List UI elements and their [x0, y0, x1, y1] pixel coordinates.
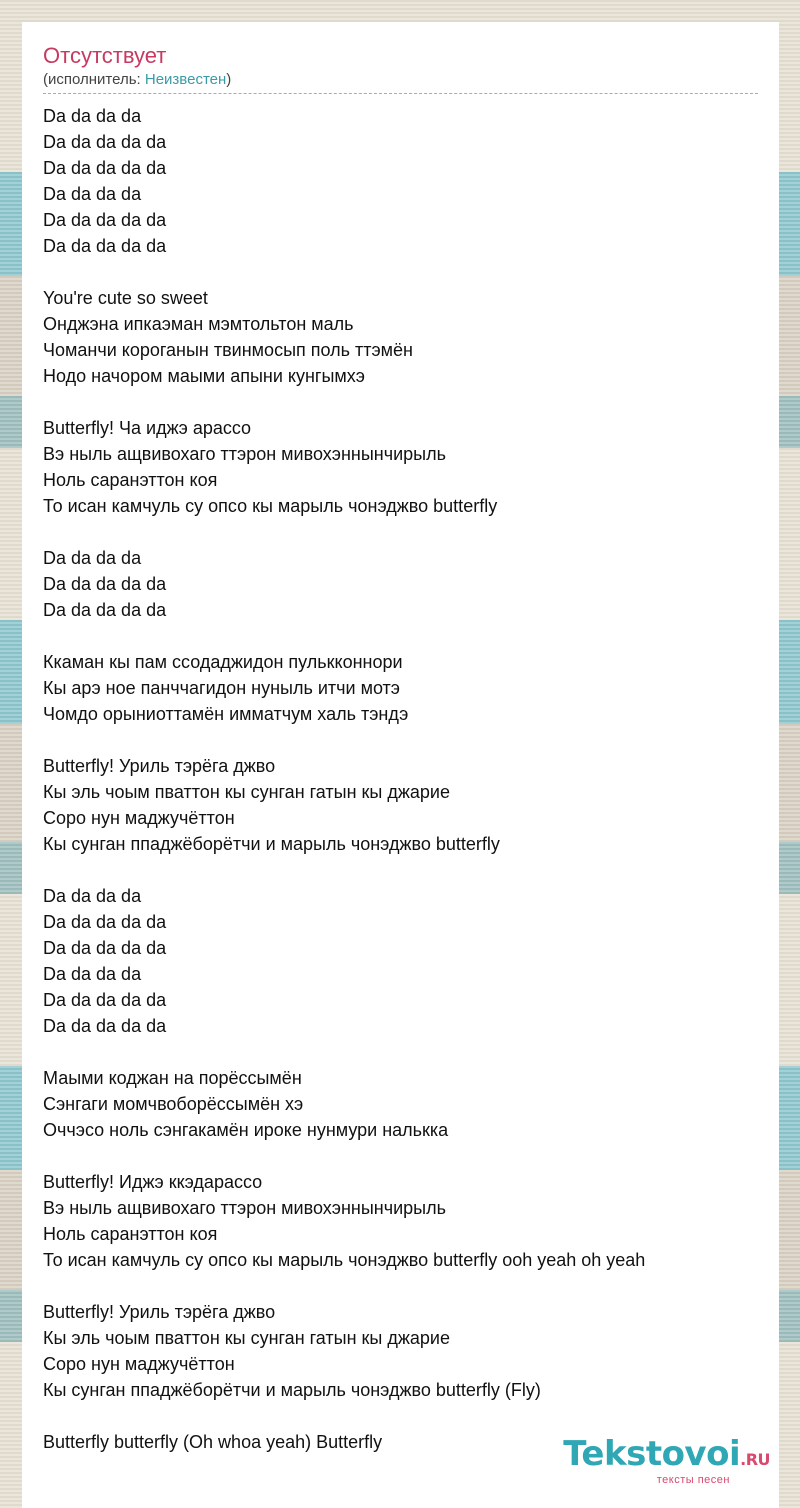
lyric-line: То исан камчуль су опсо кы марыль чонэджво butterfly [43, 496, 498, 516]
site-logo[interactable] [563, 1434, 770, 1486]
lyric-line: Da da da da da [43, 210, 167, 230]
lyric-line: Da da da da da [43, 236, 167, 256]
stanza-break [43, 1403, 758, 1429]
stanza-break [43, 519, 758, 545]
lyric-line: Вэ ныль ащвивохаго ттэрон мивохэннынчирыль [43, 1198, 446, 1218]
stanza-break [43, 1039, 758, 1065]
lyrics-card [22, 22, 779, 1508]
lyric-line: Онджэна ипкаэман мэмтольтон маль [43, 314, 354, 334]
stanza-break [43, 857, 758, 883]
lyric-line: Butterfly! Уриль тэрёга джво [43, 1302, 276, 1322]
lyric-line: Кы сунган ппаджёборётчи и марыль чонэджво butterfly (Fly) [43, 1380, 541, 1400]
lyric-line: Butterfly! Уриль тэрёга джво [43, 756, 276, 776]
lyric-line: You're cute so sweet [43, 288, 208, 308]
lyric-line: Нодо начором маыми апыни кунгымхэ [43, 366, 365, 386]
lyric-line: Butterfly! Ча иджэ арассо [43, 418, 252, 438]
stanza-break [43, 1143, 758, 1169]
lyric-line: Da da da da da [43, 158, 167, 178]
artist-line [43, 71, 758, 94]
lyric-line: Вэ ныль ащвивохаго ттэрон мивохэннынчирыль [43, 444, 446, 464]
stanza-break [43, 623, 758, 649]
lyric-line: Маыми коджан на порёссымён [43, 1068, 302, 1088]
lyric-line: Оччэсо ноль сэнгакамён ироке нунмури налькка [43, 1120, 449, 1140]
lyric-line: Кы арэ ное панччагидон нуныль итчи мотэ [43, 678, 400, 698]
lyric-line: Da da da da da [43, 938, 167, 958]
lyric-line: Da da da da da [43, 574, 167, 594]
lyric-line: Da da da da [43, 964, 142, 984]
lyric-line: Чоманчи короганын твинмосып поль ттэмён [43, 340, 413, 360]
logo-tagline: тексты песен [656, 1474, 730, 1486]
lyric-line: Da da da da [43, 184, 142, 204]
lyric-line: Соро нун маджучёттон [43, 1354, 235, 1374]
lyrics-text [43, 103, 758, 1455]
lyric-line: Da da da da da [43, 600, 167, 620]
artist-link[interactable]: Неизвестен [144, 71, 227, 88]
lyric-line: Da da da da da [43, 912, 167, 932]
lyric-line: Сэнгаги момчвоборёссымён хэ [43, 1094, 304, 1114]
lyric-line: Кы эль чоым пваттон кы сунган гатын кы джарие [43, 1328, 450, 1348]
lyric-line: Кы эль чоым пваттон кы сунган гатын кы джарие [43, 782, 450, 802]
lyric-line: Ккаман кы пам ссодаджидон пулькконнори [43, 652, 403, 672]
lyric-line: То исан камчуль су опсо кы марыль чонэджво butterfly ooh yeah oh yeah [43, 1250, 646, 1270]
lyric-line: Da da da da da [43, 132, 167, 152]
logo-suffix: .RU [740, 1450, 770, 1469]
lyric-line: Ноль саранэттон коя [43, 470, 218, 490]
lyric-line: Butterfly! Иджэ ккэдарассо [43, 1172, 263, 1192]
lyric-line: Ноль саранэттон коя [43, 1224, 218, 1244]
lyric-line: Чомдо орыниоттамён имматчум халь тэндэ [43, 704, 409, 724]
song-title: Отсутствует [43, 43, 167, 68]
lyric-line: Кы сунган ппаджёборётчи и марыль чонэджво butterfly [43, 834, 500, 854]
artist-suffix: ) [226, 71, 232, 88]
stanza-break [43, 389, 758, 415]
artist-prefix: (исполнитель: [43, 71, 145, 88]
lyric-line: Da da da da da [43, 1016, 167, 1036]
stanza-break [43, 1273, 758, 1299]
stanza-break [43, 727, 758, 753]
lyric-line: Соро нун маджучёттон [43, 808, 235, 828]
lyric-line: Da da da da da [43, 990, 167, 1010]
lyric-line: Da da da da [43, 886, 142, 906]
lyric-line: Butterfly butterfly (Oh whoa yeah) Butterfly [43, 1432, 383, 1452]
lyric-line: Da da da da [43, 106, 142, 126]
lyric-line: Da da da da [43, 548, 142, 568]
logo-name: Tekstovoi [563, 1434, 741, 1474]
stanza-break [43, 259, 758, 285]
logo-wordmark [563, 1434, 770, 1477]
